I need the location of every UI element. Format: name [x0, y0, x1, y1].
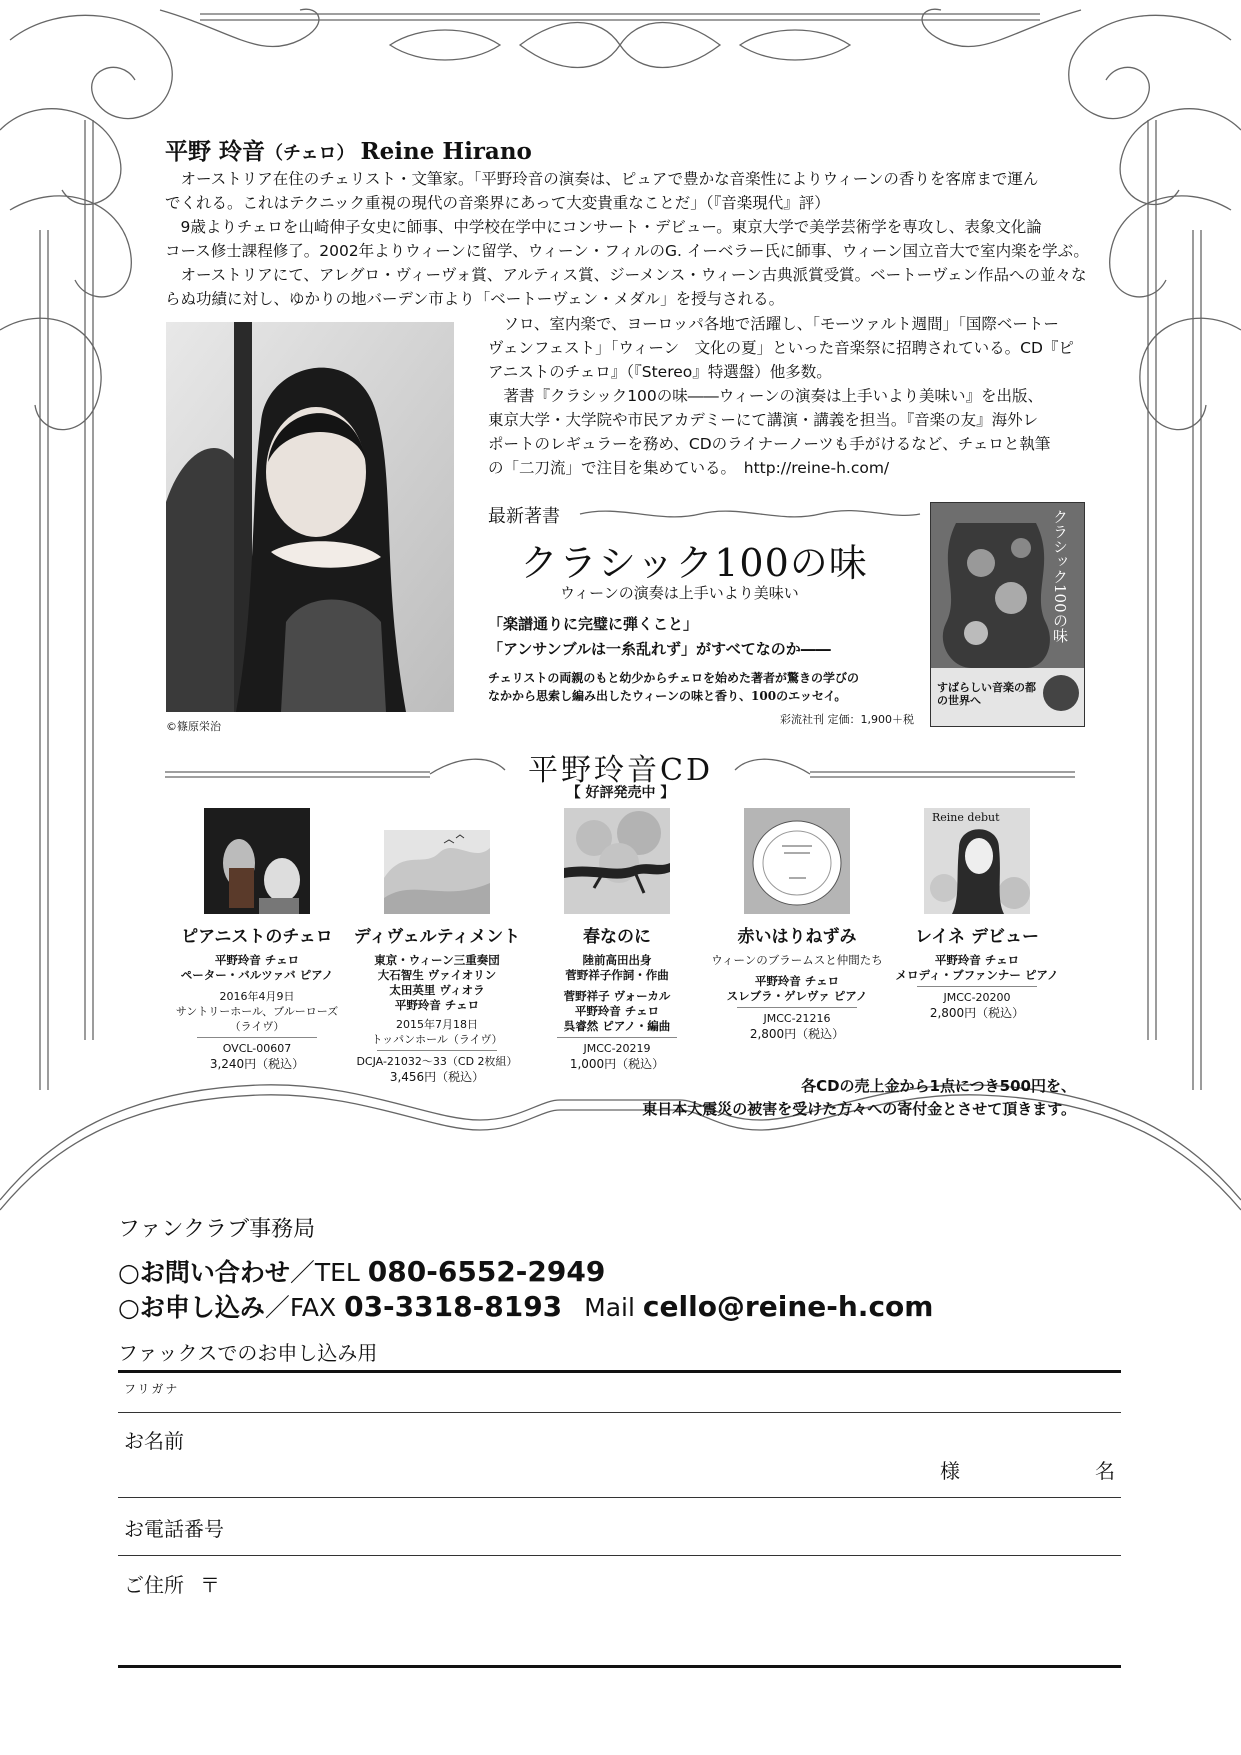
cd-section-title: 平野玲音CD — [527, 753, 713, 788]
cd-performer: 東京・ウィーン三重奏団 — [374, 953, 500, 967]
cd-performer: 呉睿然 ピアノ・編曲 — [563, 1019, 671, 1033]
tel-number[interactable]: 080-6552-2949 — [367, 1255, 606, 1288]
cd-subtitle: ウィーンのブラームスと仲間たち — [711, 953, 883, 967]
divider — [557, 1037, 677, 1038]
book-cover-title: クラシック100の味 — [1051, 509, 1069, 643]
cd-cover — [564, 808, 670, 914]
book-quotes — [488, 612, 831, 662]
bio-line: でくれる。これはテクニック重視の現代の音楽界にあって大変貴重なことだ」（『音楽現代』評） — [165, 194, 830, 212]
cd-performer: 平野玲音 チェロ — [754, 974, 840, 988]
cd-date: 2016年4月9日 — [219, 990, 295, 1003]
cd-item — [887, 808, 1067, 1021]
cd-performer: 平野玲音 チェロ — [574, 1004, 660, 1018]
bio-line: オーストリアにて、アレグロ・ヴィーヴォ賞、アルティス賞、ジーメンス・ウィーン古典派賞受賞。ベートーヴェン作品への並々な — [180, 266, 1087, 284]
cd-title: レイネ デビュー — [915, 927, 1039, 947]
cd-section-subtitle: 【 好評発売中 】 — [566, 785, 675, 801]
mail-label: Mail — [584, 1293, 643, 1322]
book-desc-line: なかから思索し編み出したウィーンの味と香り、100のエッセイ。 — [488, 689, 847, 703]
cd-performer: 平野玲音 チェロ — [934, 953, 1020, 967]
cd-item — [707, 808, 887, 1042]
form-top-rule — [118, 1370, 1121, 1373]
furigana-label: フリガナ — [124, 1382, 180, 1396]
fax-number[interactable]: 03-3318-8193 — [344, 1290, 563, 1323]
tel-label: ／TEL — [289, 1258, 368, 1287]
cd-code: JMCC-21216 — [763, 1012, 831, 1025]
cd-performer: メロディ・ブファンナー ピアノ — [895, 968, 1059, 982]
book-cover — [930, 502, 1085, 727]
cd-performer: 菅野祥子 ヴォーカル — [563, 989, 671, 1003]
cd-title: ディヴェルティメント — [353, 927, 521, 947]
postal-mark: 〒 — [200, 1573, 220, 1597]
bio-text-top — [165, 167, 1095, 311]
divider — [737, 1007, 857, 1008]
donation-line: 各CDの売上金から1点につき500円を、 — [801, 1077, 1076, 1095]
bio-line: らぬ功績に対し、ゆかりの地バーデン市より「ベートーヴェン・メダル」を授与される。 — [165, 290, 785, 308]
fax-label: ／FAX — [264, 1293, 345, 1322]
cd-performer: ペーター・バルツァバ ピアノ — [180, 968, 334, 982]
cd-title: 春なのに — [583, 927, 651, 947]
bio-line: 9歳よりチェロを山崎伸子女史に師事、中学校在学中にコンサート・デビュー。東京大学で美学芸術学を専攻し、表象文化論 — [180, 218, 1042, 236]
latest-book-label: 最新著書 — [488, 506, 560, 527]
book-description — [488, 669, 859, 705]
cd-performer: スレブラ・ゲレヴァ ピアノ — [726, 989, 868, 1003]
address-label — [124, 1569, 220, 1598]
bio-line: ソロ、室内楽で、ヨーロッパ各地で活躍し、「モーツァルト週間」「国際ベートー — [503, 315, 1059, 333]
mail-address[interactable]: cello@reine-h.com — [642, 1290, 934, 1323]
cd-venue: サントリーホール、ブルーローズ（ライヴ） — [175, 1005, 339, 1033]
bio-line: の「二刀流」で注目を集めている。 http://reine-h.com/ — [488, 459, 890, 477]
cd-price: 2,800円（税込） — [749, 1027, 845, 1041]
cd-cover — [924, 808, 1030, 914]
cd-credit: 陸前高田出身 — [582, 953, 652, 967]
mei-label: 名 — [1095, 1459, 1115, 1483]
contact-phone-row — [118, 1253, 605, 1289]
bio-text-right — [488, 312, 1103, 480]
bio-heading — [165, 133, 532, 166]
divider — [917, 986, 1037, 987]
cd-credit: 菅野祥子作詞・作曲 — [565, 968, 669, 982]
phone-label: お電話番号 — [124, 1517, 224, 1541]
divider — [197, 1037, 317, 1038]
donation-note — [642, 1075, 1076, 1121]
cd-code: JMCC-20219 — [583, 1042, 651, 1055]
bio-line: 著書『クラシック100の味――ウィーンの演奏は上手いより美味い』を出版、 — [503, 387, 1044, 405]
cd-code: OVCL-00607 — [222, 1042, 292, 1055]
artist-name: 平野 玲音 — [165, 138, 266, 165]
book-quote: 「アンサンブルは一糸乱れず」がすべてなのか―― — [488, 640, 831, 658]
cd-price: 2,800円（税込） — [929, 1006, 1025, 1020]
sama-label: 様 — [940, 1459, 960, 1483]
bio-line: アニストのチェロ』（『Stereo』特選盤）他多数。 — [488, 363, 832, 381]
address-text: ご住所 — [124, 1573, 184, 1597]
cd-item — [527, 808, 707, 1072]
divider — [377, 1050, 497, 1051]
cd-date: 2015年7月18日 — [396, 1018, 478, 1031]
fax-form-heading: ファックスでのお申し込み用 — [118, 1341, 378, 1365]
cd-cover — [204, 808, 310, 914]
artist-role: （チェロ） — [265, 143, 355, 164]
book-subtitle: ウィーンの演奏は上手いより美味い — [560, 584, 799, 602]
book-quote: 「楽譜通りに完璧に弾くこと」 — [488, 615, 699, 633]
cd-cover — [744, 808, 850, 914]
artist-photo — [166, 322, 454, 712]
cd-price: 3,456円（税込） — [389, 1070, 485, 1084]
cd-cover — [384, 808, 490, 914]
book-title: クラシック100の味 — [520, 541, 868, 585]
bio-line: ヴェンフェスト」「ウィーン 文化の夏」といった音楽祭に招聘されている。CD『ピ — [488, 339, 1074, 357]
cd-performer: 平野玲音 チェロ — [214, 953, 300, 967]
cd-performer: 平野玲音 チェロ — [394, 998, 480, 1012]
cd-item — [347, 808, 527, 1085]
form-rule — [118, 1497, 1121, 1498]
cd-cover-text: Reine debut — [932, 811, 1000, 824]
book-desc-line: チェリストの両親のもと幼少からチェロを始めた著者が驚きの学びの — [488, 671, 860, 685]
bio-line: 東京大学・大学院や市民アカデミーにて講演・講義を担当。『音楽の友』海外レ — [488, 411, 1039, 429]
artist-name-latin: Reine Hirano — [360, 138, 532, 165]
name-label: お名前 — [124, 1429, 184, 1453]
cd-venue: トッパンホール（ライヴ） — [371, 1033, 503, 1046]
form-rule — [118, 1412, 1121, 1413]
donation-line: 東日本大震災の被害を受けた方々への寄付金とさせて頂きます。 — [642, 1100, 1076, 1118]
cd-performer: 大石智生 ヴァイオリン — [377, 968, 497, 982]
form-rule — [118, 1555, 1121, 1556]
bio-line: オーストリア在住のチェリスト・文筆家。「平野玲音の演奏は、ピュアで豊かな音楽性によりウィーンの香りを客席まで運ん — [180, 170, 1039, 188]
cd-title: 赤いはりねずみ — [737, 927, 857, 947]
inquiry-label: ○お問い合わせ — [118, 1258, 290, 1287]
book-publisher: 彩流社刊 定価：1,900＋税 — [780, 713, 914, 726]
bio-line: コース修士課程修了。2002年よりウィーンに留学、ウィーン・フィルのG. イーベラー氏に師事、ウィーン国立音大で室内楽を学ぶ。 — [165, 242, 1089, 260]
contact-fax-row — [118, 1288, 933, 1324]
cd-code: DCJA-21032～33（CD 2枚組） — [356, 1055, 518, 1068]
fanclub-office: ファンクラブ事務局 — [118, 1217, 316, 1242]
bio-line: ポートのレギュラーを務め、CDのライナーノーツも手がけるなど、チェロと執筆 — [488, 435, 1051, 453]
photo-credit: ©篠原栄治 — [166, 720, 221, 733]
cd-code: JMCC-20200 — [943, 991, 1011, 1004]
cd-price: 3,240円（税込） — [209, 1057, 305, 1071]
cd-item — [167, 808, 347, 1072]
cd-price: 1,000円（税込） — [569, 1057, 665, 1071]
cd-title: ピアニストのチェロ — [181, 927, 333, 947]
cd-performer: 太田英里 ヴィオラ — [389, 983, 485, 997]
form-bottom-rule — [118, 1665, 1121, 1668]
book-cover-band: すばらしい音楽の都の世界へ — [937, 681, 1036, 707]
order-label: ○お申し込み — [118, 1293, 265, 1322]
